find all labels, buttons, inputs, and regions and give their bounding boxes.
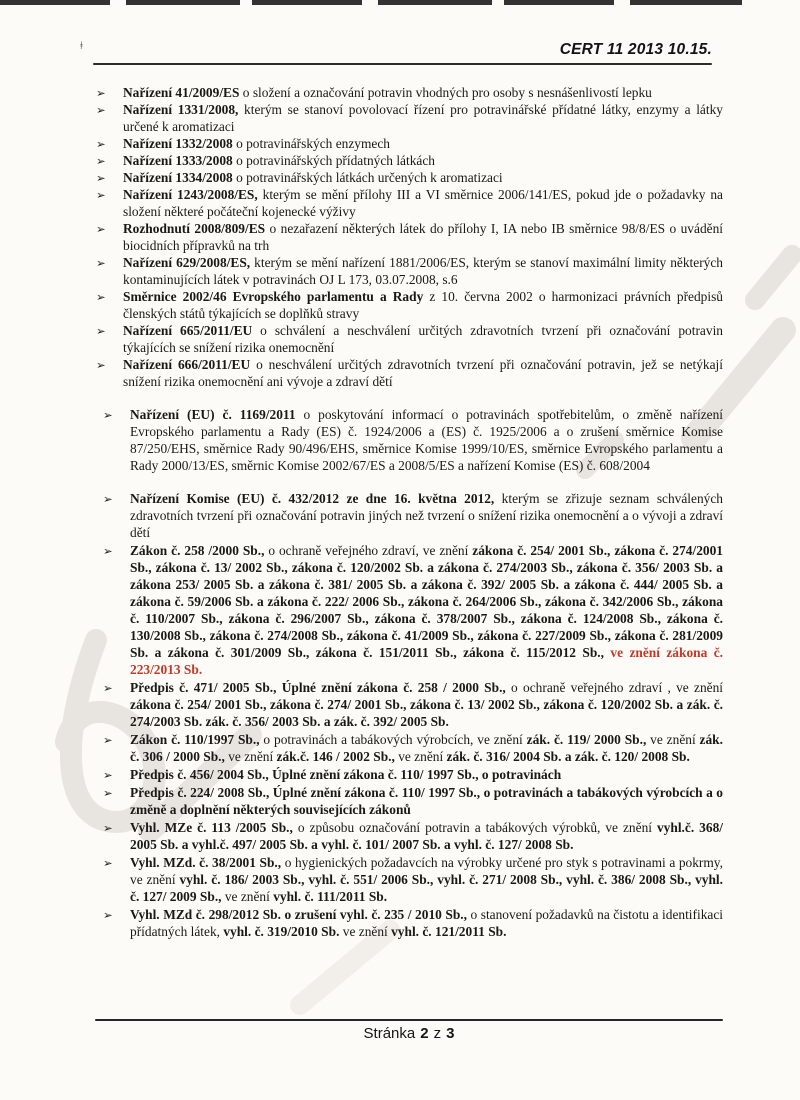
page-number-prefix: Stránka: [363, 1025, 416, 1042]
list-item: [103, 906, 723, 940]
list-item: [96, 288, 723, 322]
bullet-arrow-icon: ➢: [103, 410, 113, 422]
list-item-text: Předpis č. 456/ 2004 Sb., Úplné znění zákona č. 110/ 1997 Sb., o potravinách: [130, 767, 562, 782]
list-item: [96, 254, 723, 288]
list-item-text: Nařízení 41/2009/ES o složení a označování potravin vhodných pro osoby s nesnášenlivostí lepku: [123, 85, 652, 100]
list-item-text: Nařízení 665/2011/EU o schválení a neschválení určitých zdravotních tvrzení při označování potravin týkajících se snížení rizika onemocnění: [123, 323, 723, 355]
list-item-text: Nařízení 1243/2008/ES, kterým se mění přílohy III a VI směrnice 2006/141/ES, pokud jde o požadavky na složení některé počáteční kojenecké výživy: [123, 187, 723, 219]
bullet-arrow-icon: ➢: [103, 858, 113, 870]
list-group-national-legislation: [96, 490, 723, 940]
document-code: CERT 11 2013 10.15.: [559, 41, 712, 58]
list-item: [103, 731, 723, 765]
list-group-eu-regulation-1169-2011: [96, 406, 723, 474]
bullet-arrow-icon: ➢: [96, 190, 106, 202]
header-rule: [93, 63, 712, 65]
bullet-arrow-icon: ➢: [96, 88, 106, 100]
list-item: [96, 220, 723, 254]
bullet-arrow-icon: ➢: [103, 735, 113, 747]
list-item: [103, 490, 723, 541]
bullet-arrow-icon: ➢: [103, 546, 113, 558]
list-item: [96, 186, 723, 220]
list-item: [96, 101, 723, 135]
list-item-text: Směrnice 2002/46 Evropského parlamentu a Rady z 10. června 2002 o harmonizaci právních předpisů členských států týkajících se doplňků stravy: [123, 289, 724, 321]
bullet-arrow-icon: ➢: [96, 326, 106, 338]
list-item: [103, 854, 723, 905]
list-item: [103, 784, 723, 818]
list-item-text: Rozhodnutí 2008/809/ES o nezařazení některých látek do přílohy I, IA nebo IB směrnice 98/8/ES o uvádění biocidních přípravků na trh: [123, 221, 723, 253]
scan-artifact-top-bar: [0, 0, 742, 5]
bullet-arrow-icon: ➢: [96, 258, 106, 270]
list-item-text: Nařízení 1334/2008 o potravinářských látkách určených k aromatizaci: [123, 170, 503, 185]
bullet-arrow-icon: ➢: [103, 823, 113, 835]
list-item-text: Vyhl. MZd č. 298/2012 Sb. o zrušení vyhl. č. 235 / 2010 Sb., o stanovení požadavků na čistotu a identifikaci přídatných látek, vyhl. č. 319/2010 Sb. ve znění vyhl. č. 121/2011 Sb.: [130, 907, 724, 939]
page-number: [95, 1025, 723, 1042]
page-number-current: 2: [420, 1025, 429, 1042]
list-item-text: Nařízení 1332/2008 o potravinářských enzymech: [123, 136, 390, 151]
bullet-arrow-icon: ➢: [103, 683, 113, 695]
bullet-arrow-icon: ➢: [96, 224, 106, 236]
list-item-text: Nařízení 629/2008/ES, kterým se mění nařízení 1881/2006/ES, kterým se stanoví maximální limity některých kontaminujících látek v potravinách OJ L 173, 03.07.2008, s.6: [123, 255, 724, 287]
list-group-eu-food-regulations: [96, 84, 723, 390]
list-item-text: Nařízení (EU) č. 1169/2011 o poskytování informací o potravinách spotřebitelům, o změně nařízení Evropského parlamentu a Rady (ES) č. 1924/2006 a (ES) č. 1925/2006 a o zrušení směrnice Komise 87/250/EHS, směrnice Rady 90/496/EHS, směrnice Komise 1999/10/ES, směrnice Evropského parlamentu a Rady 2000/13/ES, směrnic Komise 2002/67/ES a 2008/5/ES a nařízení Komise (ES) č. 608/2004: [130, 407, 723, 473]
bullet-arrow-icon: ➢: [96, 292, 106, 304]
list-item: [96, 169, 723, 186]
page-number-total: 3: [446, 1025, 455, 1042]
list-item: [103, 819, 723, 853]
page-number-separator: z: [433, 1025, 442, 1042]
bullet-arrow-icon: ➢: [96, 173, 106, 185]
list-item-text: Nařízení 666/2011/EU o neschválení určitých zdravotních tvrzení při označování potravin, jež se netýkají snížení rizika onemocnění ani vývoje a zdraví dětí: [123, 357, 723, 389]
list-item-text: Nařízení 1333/2008 o potravinářských přídatných látkách: [123, 153, 435, 168]
bullet-arrow-icon: ➢: [96, 360, 106, 372]
bullet-arrow-icon: ➢: [96, 139, 106, 151]
list-item-text: Zákon č. 258 /2000 Sb., o ochraně veřejného zdraví, ve znění zákona č. 254/ 2001 Sb., zákona č. 274/2001 Sb., zákona č. 13/ 2002 Sb., zákona č. 120/2002 Sb. a zákona č. 274/2003 Sb., zákona č. 356/ 2003 Sb. a zákona 253/ 2005 Sb. a zákona č. 381/ 2005 Sb. a zákona č. 392/ 2005 Sb. a zákona č. 444/ 2005 Sb. a zákona č. 59/2006 Sb. a zákona č. 222/ 2006 Sb., zákona č. 264/2006 Sb., zákona č. 342/2006 Sb., zákona č. 110/2007 Sb., zákona č. 296/2007 Sb., zákona č. 378/2007 Sb., zákona č. 124/2008 Sb., zákona č. 130/2008 Sb., zákona č. 274/2008 Sb., zákona č. 41/2009 Sb., zákona č. 227/2009 Sb., zákona č. 281/2009 Sb. a zákona č. 301/2009 Sb., zákona č. 151/2011 Sb., zákona č. 115/2012 Sb., ve znění zákona č. 223/2013 Sb.: [130, 543, 723, 677]
bullet-arrow-icon: ➢: [103, 788, 113, 800]
bullet-arrow-icon: ➢: [96, 156, 106, 168]
bullet-arrow-icon: ➢: [103, 494, 113, 506]
list-item-text: Nařízení Komise (EU) č. 432/2012 ze dne 16. května 2012, kterým se zřizuje seznam schválených zdravotních tvrzení při označování potravin jiných než tvrzení o snížení rizika onemocnění a o vývoji a zdraví dětí: [130, 491, 723, 540]
list-item: [103, 766, 723, 783]
bullet-arrow-icon: ➢: [103, 910, 113, 922]
regulation-list: [96, 84, 723, 941]
footer-rule: [95, 1019, 723, 1021]
list-item: [103, 406, 723, 474]
list-item: [103, 542, 723, 678]
scan-artifact-mark: ǂ: [79, 39, 84, 53]
list-item: [103, 679, 723, 730]
list-item: [96, 84, 723, 101]
list-item-text: Zákon č. 110/1997 Sb., o potravinách a tabákových výrobcích, ve znění zák. č. 119/ 2000 Sb., ve znění zák. č. 306 / 2000 Sb., ve znění zák.č. 146 / 2002 Sb., ve znění zák. č. 316/ 2004 Sb. a zák. č. 120/ 2008 Sb.: [130, 732, 723, 764]
list-item: [96, 135, 723, 152]
list-item: [96, 356, 723, 390]
list-item-text: Předpis č. 224/ 2008 Sb., Úplné znění zákona č. 110/ 1997 Sb., o potravinách a tabákových výrobcích a o změně a doplnění některých souvisejících zákonů: [130, 785, 723, 817]
list-item-text: Předpis č. 471/ 2005 Sb., Úplné znění zákona č. 258 / 2000 Sb., o ochraně veřejného zdraví , ve znění zákona č. 254/ 2001 Sb., zákona č. 274/ 2001 Sb., zákona č. 13/ 2002 Sb., zákona č. 120/2002 Sb. a zák. č. 274/2003 Sb. zák. č. 356/ 2003 Sb. a zák. č. 392/ 2005 Sb.: [130, 680, 723, 729]
list-item-text: Vyhl. MZe č. 113 /2005 Sb., o způsobu označování potravin a tabákových výrobků, ve znění vyhl.č. 368/ 2005 Sb. a vyhl.č. 497/ 2005 Sb. a vyhl. č. 101/ 2007 Sb. a vyhl. č. 127/ 2008 Sb.: [130, 820, 723, 852]
list-item-text: Vyhl. MZd. č. 38/2001 Sb., o hygienických požadavcích na výrobky určené pro styk s potravinami a pokrmy, ve znění vyhl. č. 186/ 2003 Sb., vyhl. č. 551/ 2006 Sb., vyhl. č. 271/ 2008 Sb., vyhl. č. 386/ 2008 Sb., vyhl. č. 127/ 2009 Sb., ve znění vyhl. č. 111/2011 Sb.: [130, 855, 723, 904]
list-item: [96, 322, 723, 356]
list-item: [96, 152, 723, 169]
list-item-text: Nařízení 1331/2008, kterým se stanoví povolovací řízení pro potravinářské přídatné látky, enzymy a látky určené k aromatizaci: [123, 102, 723, 134]
bullet-arrow-icon: ➢: [103, 770, 113, 782]
bullet-arrow-icon: ➢: [96, 105, 106, 117]
